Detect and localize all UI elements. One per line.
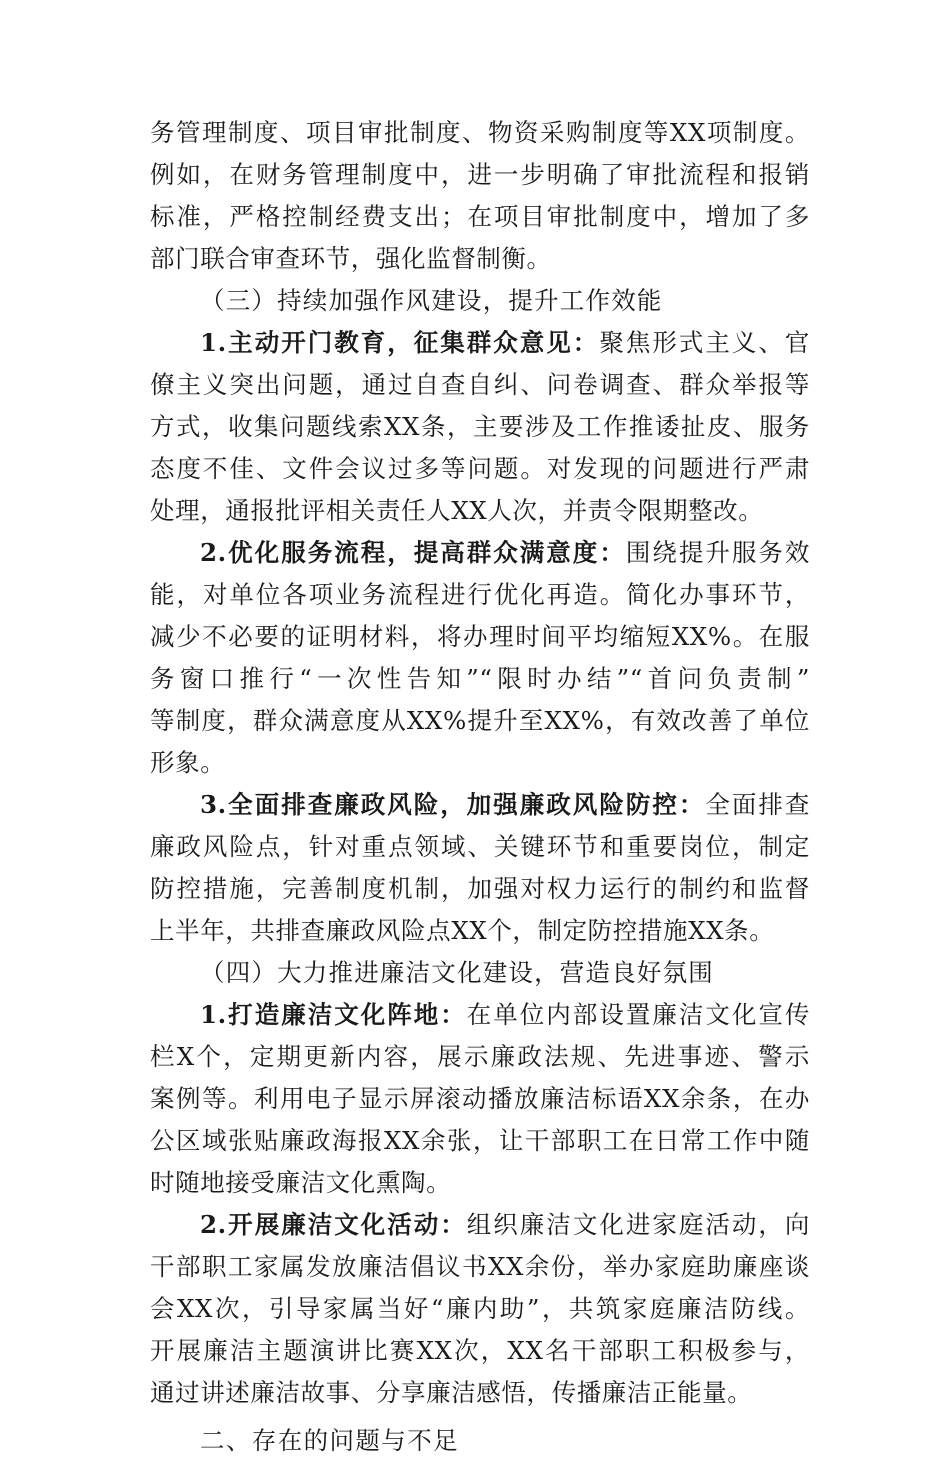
text-line: 务窗口推行“一次性告知”“限时办结”“首问负责制” bbox=[150, 664, 810, 693]
text-line: 案例等。利用电子显示屏滚动播放廉洁标语XX余条，在办 bbox=[150, 1084, 810, 1113]
item-title: 3.全面排查廉政风险，加强廉政风险防控： bbox=[200, 790, 706, 819]
item-title: 1.打造廉洁文化阵地： bbox=[200, 1000, 467, 1029]
paragraph-optimize-service bbox=[150, 532, 810, 784]
text-line: 通过讲述廉洁故事、分享廉洁感悟，传播廉洁正能量。 bbox=[150, 1378, 753, 1407]
paragraph-risk-control bbox=[150, 784, 810, 952]
text-line: 能，对单位各项业务流程进行优化再造。简化办事环节， bbox=[150, 580, 810, 609]
text-line: 会XX次，引导家属当好“廉内助”，共筑家庭廉洁防线。 bbox=[150, 1294, 810, 1323]
chapter-heading: 二、存在的问题与不足 bbox=[200, 1426, 459, 1455]
text-line: 栏X个，定期更新内容，展示廉政法规、先进事迹、警示 bbox=[150, 1042, 810, 1071]
text-line: 标准，严格控制经费支出；在项目审批制度中，增加了多 bbox=[150, 202, 810, 231]
section-heading-3: （三）持续加强作风建设，提升工作效能 bbox=[200, 286, 663, 315]
text-span: 聚焦形式主义、官 bbox=[599, 328, 810, 357]
text-span: 在单位内部设置廉洁文化宣传 bbox=[466, 1000, 810, 1029]
text-line: 形象。 bbox=[150, 748, 226, 777]
text-line: 开展廉洁主题演讲比赛XX次，XX名干部职工积极参与， bbox=[150, 1336, 810, 1365]
text-line: 务管理制度、项目审批制度、物资采购制度等XX项制度。 bbox=[150, 118, 810, 147]
item-title: 2.优化服务流程，提高群众满意度： bbox=[200, 538, 626, 567]
text-line: 例如，在财务管理制度中，进一步明确了审批流程和报销 bbox=[150, 160, 810, 189]
text-line: 减少不必要的证明材料，将办理时间平均缩短XX%。在服 bbox=[150, 622, 810, 651]
document-page bbox=[150, 112, 810, 1462]
paragraph-culture-base bbox=[150, 994, 810, 1204]
section-heading-4: （四）大力推进廉洁文化建设，营造良好氛围 bbox=[200, 958, 714, 987]
item-title: 1.主动开门教育，征集群众意见： bbox=[200, 328, 600, 357]
text-line bbox=[150, 532, 810, 574]
text-line: 上半年，共排查廉政风险点XX个，制定防控措施XX条。 bbox=[150, 916, 775, 945]
text-line: 防控措施，完善制度机制，加强对权力运行的制约和监督 bbox=[150, 874, 810, 903]
text-line bbox=[150, 784, 810, 826]
text-line: 等制度，群众满意度从XX%提升至XX%，有效改善了单位 bbox=[150, 706, 810, 735]
text-line: 廉政风险点，针对重点领域、关键环节和重要岗位，制定 bbox=[150, 832, 810, 861]
text-line: 干部职工家属发放廉洁倡议书XX余份，举办家庭助廉座谈 bbox=[150, 1252, 810, 1281]
text-line: 方式，收集问题线索XX条，主要涉及工作推诿扯皮、服务 bbox=[150, 412, 810, 441]
text-line: 部门联合审查环节，强化监督制衡。 bbox=[150, 244, 552, 273]
text-line bbox=[150, 322, 810, 364]
text-line bbox=[150, 994, 810, 1036]
text-span: 全面排查 bbox=[705, 790, 811, 819]
text-line: 态度不佳、文件会议过多等问题。对发现的问题进行严肃 bbox=[150, 454, 810, 483]
text-line: 时随地接受廉洁文化熏陶。 bbox=[150, 1168, 452, 1197]
text-line: 处理，通报批评相关责任人XX人次，并责令限期整改。 bbox=[150, 496, 764, 525]
text-line bbox=[150, 1204, 810, 1246]
paragraph-open-door-education bbox=[150, 322, 810, 532]
text-span: 组织廉洁文化进家庭活动，向 bbox=[466, 1210, 810, 1239]
text-line: 僚主义突出问题，通过自查自纠、问卷调查、群众举报等 bbox=[150, 370, 810, 399]
paragraph-culture-activities bbox=[150, 1204, 810, 1414]
text-line: 公区域张贴廉政海报XX余张，让干部职工在日常工作中随 bbox=[150, 1126, 810, 1155]
item-title: 2.开展廉洁文化活动： bbox=[200, 1210, 467, 1239]
text-span: 围绕提升服务效 bbox=[625, 538, 811, 567]
paragraph-institution-list bbox=[150, 112, 810, 280]
